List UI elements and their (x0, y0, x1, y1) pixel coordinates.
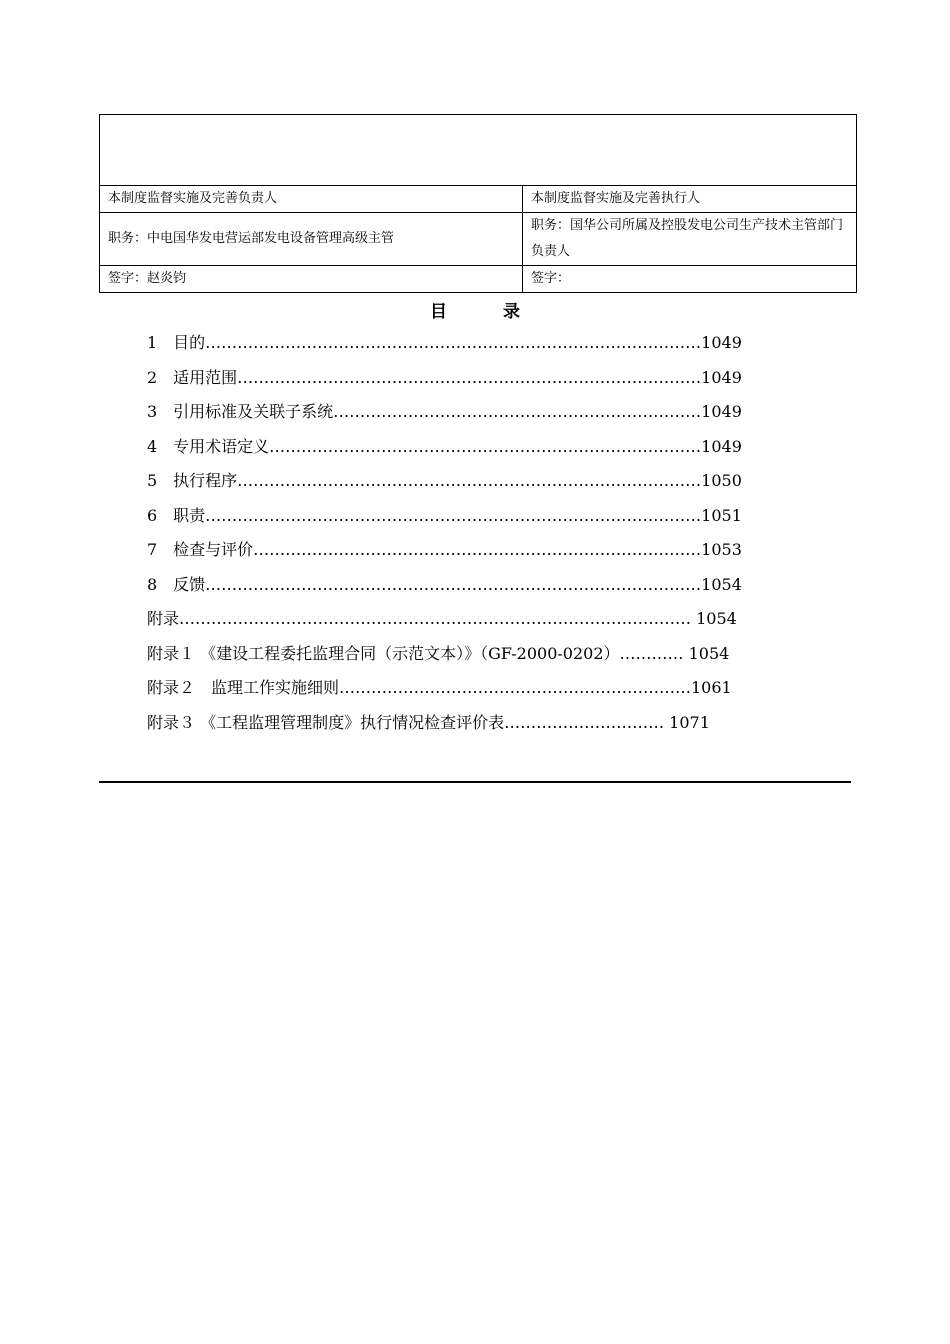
toc-entry[interactable]: 附录１ 《建设工程委托监理合同（示范文本）》（GF-2000-0202）………… 1054 (147, 644, 730, 663)
executor-label: 本制度监督实施及完善执行人 (523, 186, 857, 213)
executor-signature: 签字： (523, 266, 857, 293)
table-blank-row (100, 115, 857, 186)
toc-entry[interactable]: 7 检查与评价…………………………………………………………………………1053 (147, 540, 742, 559)
table-row-signature (100, 266, 857, 293)
toc-entry[interactable]: 1 目的…………………………………………………………………………………1049 (147, 333, 742, 352)
toc-entry[interactable]: 8 反馈…………………………………………………………………………………1054 (147, 575, 742, 594)
toc-entry[interactable]: 2 适用范围……………………………………………………………………………1049 (147, 368, 742, 387)
toc-entry[interactable]: 3 引用标准及关联子系统……………………………………………………………1049 (147, 402, 742, 421)
table-blank-cell (100, 115, 857, 186)
executor-position: 职务：国华公司所属及控股发电公司生产技术主管部门负责人 (523, 213, 857, 266)
toc-entry[interactable]: 6 职责…………………………………………………………………………………1051 (147, 506, 742, 525)
toc-entry[interactable]: 附录２ 监理工作实施细则…………………………………………………………1061 (147, 678, 732, 697)
divider-rule (99, 781, 851, 783)
toc-entry[interactable]: 4 专用术语定义………………………………………………………………………1049 (147, 437, 742, 456)
responsibility-table (99, 114, 857, 293)
responsible-person-label: 本制度监督实施及完善负责人 (100, 186, 523, 213)
toc-entry[interactable]: 附录３ 《工程监理管理制度》执行情况检查评价表………………………… 1071 (147, 713, 710, 732)
table-row-responsible (100, 186, 857, 213)
table-row-position (100, 213, 857, 266)
toc-title-part2: 录 (503, 302, 520, 322)
toc-title-part1: 目 (430, 302, 447, 322)
responsible-position: 职务：中电国华发电营运部发电设备管理高级主管 (100, 213, 523, 266)
toc-entry[interactable]: 5 执行程序……………………………………………………………………………1050 (147, 471, 742, 490)
toc-entry[interactable]: 附录…………………………………………………………………………………… 1054 (147, 609, 737, 628)
responsible-signature: 签字：赵炎钧 (100, 266, 523, 293)
toc-title (0, 297, 950, 322)
